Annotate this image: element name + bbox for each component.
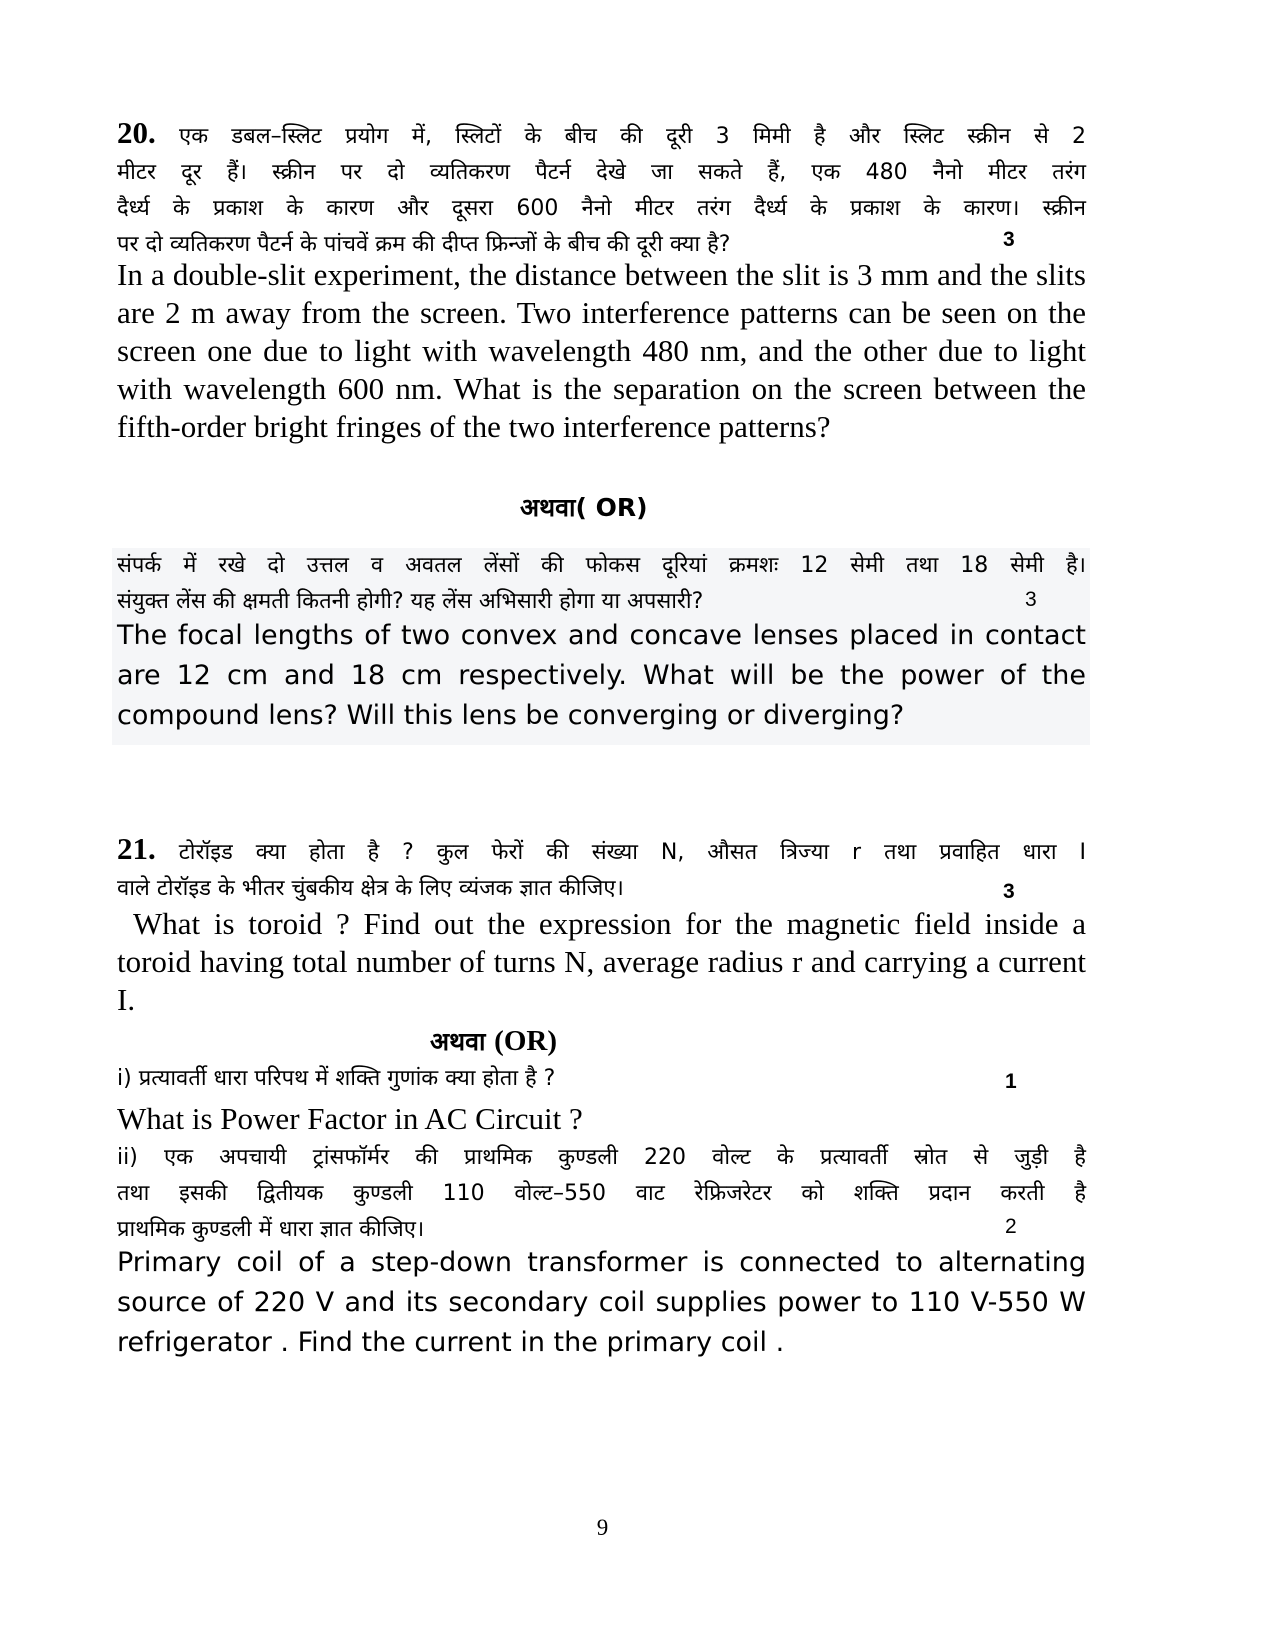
q21-or-english: (OR) — [494, 1025, 557, 1057]
q20-english: In a double-slit experiment, the distance between the slit is 3 mm and the slits are 2 m away from the screen. Two interference patterns can be seen on the screen one due to light with wavelength 480 nm, and the other due to light with wavelength 600 nm. What is the separation on the screen between the fifth-order bright fringes of the two interference patterns? — [117, 257, 1086, 444]
page-number: 9 — [596, 1515, 609, 1540]
q20-alt-hindi-line-1: संपर्क में रखे दो उत्तल व अवतल लेंसों की फोकस दूरियां क्रमशः 12 सेमी तथा 18 सेमी है। — [117, 553, 1086, 578]
q20-hindi-line-4: पर दो व्यतिकरण पैटर्न के पांचवें क्रम की दीप्त फ्रिन्जों के बीच की दूरी क्या है? — [117, 232, 731, 257]
q21-part1-marks: 1 — [1005, 1070, 1017, 1093]
q21-part2-marks: 2 — [1005, 1215, 1017, 1238]
q20-hindi-line-2: मीटर दूर हैं। स्क्रीन पर दो व्यतिकरण पैटर्न देखे जा सकते हैं, एक 480 नैनो मीटर तरंग — [117, 160, 1086, 185]
q20-alt-hindi — [117, 548, 1086, 620]
q20-or-label: अथवा( OR) — [520, 493, 648, 522]
q20-hindi-line-1: 20. एक डबल–स्लिट प्रयोग में, स्लिटों के बीच की दूरी 3 मिमी है और स्लिट स्क्रीन से 2 — [117, 115, 1086, 150]
q21-part2-hindi-line-3: प्राथमिक कुण्डली में धारा ज्ञात कीजिए। — [117, 1217, 425, 1242]
q20-marks: 3 — [1003, 228, 1015, 251]
q21-hindi — [117, 831, 1086, 907]
q21-hindi-line-2: वाले टोरॉइड के भीतर चुंबकीय क्षेत्र के लिए व्यंजक ज्ञात कीजिए। — [117, 876, 624, 901]
q21-part1-english: What is Power Factor in AC Circuit ? — [117, 1101, 583, 1136]
q20-alt-english: The focal lengths of two convex and concave lenses placed in contact are 12 cm and 18 cm respectively. What will be the power of the compound lens? Will this lens be converging or diverging? — [117, 620, 1086, 731]
q20-hindi-line-3: दैर्ध्य के प्रकाश के कारण और दूसरा 600 नैनो मीटर तरंग दैर्ध्य के प्रकाश के कारण। स्क्रीन — [117, 196, 1086, 221]
q21-hindi-line-1: 21. टोरॉइड क्या होता है ? कुल फेरों की संख्या N, औसत त्रिज्या r तथा प्रवाहित धारा I — [117, 831, 1086, 866]
q21-part1-hindi: i) प्रत्यावर्ती धारा परिपथ में शक्ति गुणांक क्या होता है ? — [117, 1066, 556, 1091]
q21-number: 21. — [117, 831, 156, 866]
q20-alt-marks: 3 — [1025, 588, 1037, 611]
q21-english: What is toroid ? Find out the expression for the magnetic field inside a toroid having total number of turns N, average radius r and carrying a current I. — [117, 906, 1086, 1017]
q21-or-label — [430, 1024, 557, 1058]
q21-part2-hindi-line-2: तथा इसकी द्वितीयक कुण्डली 110 वोल्ट–550 वाट रेफ्रिजरेटर को शक्ति प्रदान करती है — [117, 1181, 1086, 1206]
q21-marks: 3 — [1003, 880, 1015, 903]
q21-part2-hindi-line-1: ii) एक अपचायी ट्रांसफॉर्मर की प्राथमिक कुण्डली 220 वोल्ट के प्रत्यावर्ती स्रोत से जुड़ी है — [117, 1145, 1086, 1170]
q21-or-hindi: अथवा — [430, 1027, 486, 1056]
q20-hindi — [117, 115, 1086, 263]
q21-part2-english: Primary coil of a step-down transformer is connected to alternating source of 220 V and its secondary coil supplies power to 110 V-550 W refrigerator . Find the current in the primary coil . — [117, 1247, 1086, 1358]
q21-part2-hindi — [117, 1140, 1086, 1248]
q20-number: 20. — [117, 115, 156, 150]
q20-alt-hindi-line-2: संयुक्त लेंस की क्षमती कितनी होगी? यह लेंस अभिसारी होगा या अपसारी? — [117, 589, 704, 614]
